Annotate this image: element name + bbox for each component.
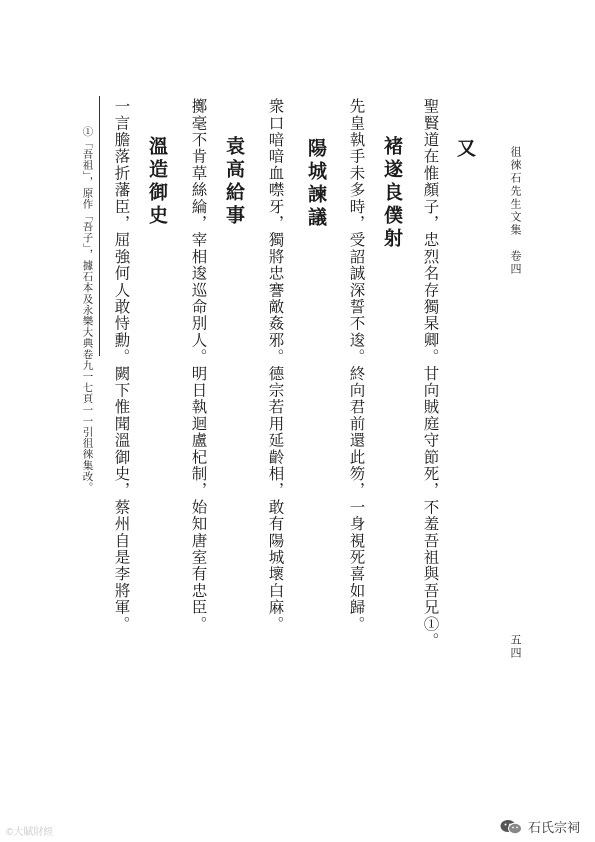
poem-line: 衆口喑喑血噤牙，獨將忠謇敵姦邪。德宗若用延齡相，敢有陽城壞白麻。 (266, 98, 285, 633)
watermark-text: 石氏宗祠 (528, 820, 581, 835)
section-title: 陽城諫議 (305, 138, 327, 230)
watermark-right (500, 817, 580, 836)
footnote-rule (99, 96, 100, 356)
wechat-icon (500, 819, 522, 835)
poem-line: 先皇執手未多時，受詔誠深誓不逡。終向君前還此笏，一身視死喜如歸。 (347, 98, 366, 633)
poem-line: 擲毫不肯草絲綸，宰相逡巡命別人。明日執迴盧杞制，始知唐室有忠臣。 (189, 98, 208, 633)
watermark-left: ©大賦財經 (6, 827, 54, 838)
page-number: 五四 (509, 634, 522, 660)
section-title: 褚遂良僕射 (381, 136, 403, 251)
section-title: 又 (454, 138, 476, 161)
running-header: 徂徠石先生文集 卷四 (509, 146, 522, 276)
poem-line: 聖賢道在惟顏子，忠烈名存獨杲卿。甘向賊庭守節死，不羞吾祖與吾兄①。 (421, 98, 440, 650)
section-title: 袁高給事 (223, 136, 245, 228)
section-title: 溫造御史 (146, 136, 168, 228)
footnote: ①「吾祖」，原作「吾子」，據石本及永樂大典卷九一七頁一一引徂徠集改。 (81, 126, 94, 493)
poem-line: 一言膽落折藩臣，屈強何人敢恃勳。闕下惟聞溫御史，蔡州自是李將軍。 (112, 98, 131, 633)
